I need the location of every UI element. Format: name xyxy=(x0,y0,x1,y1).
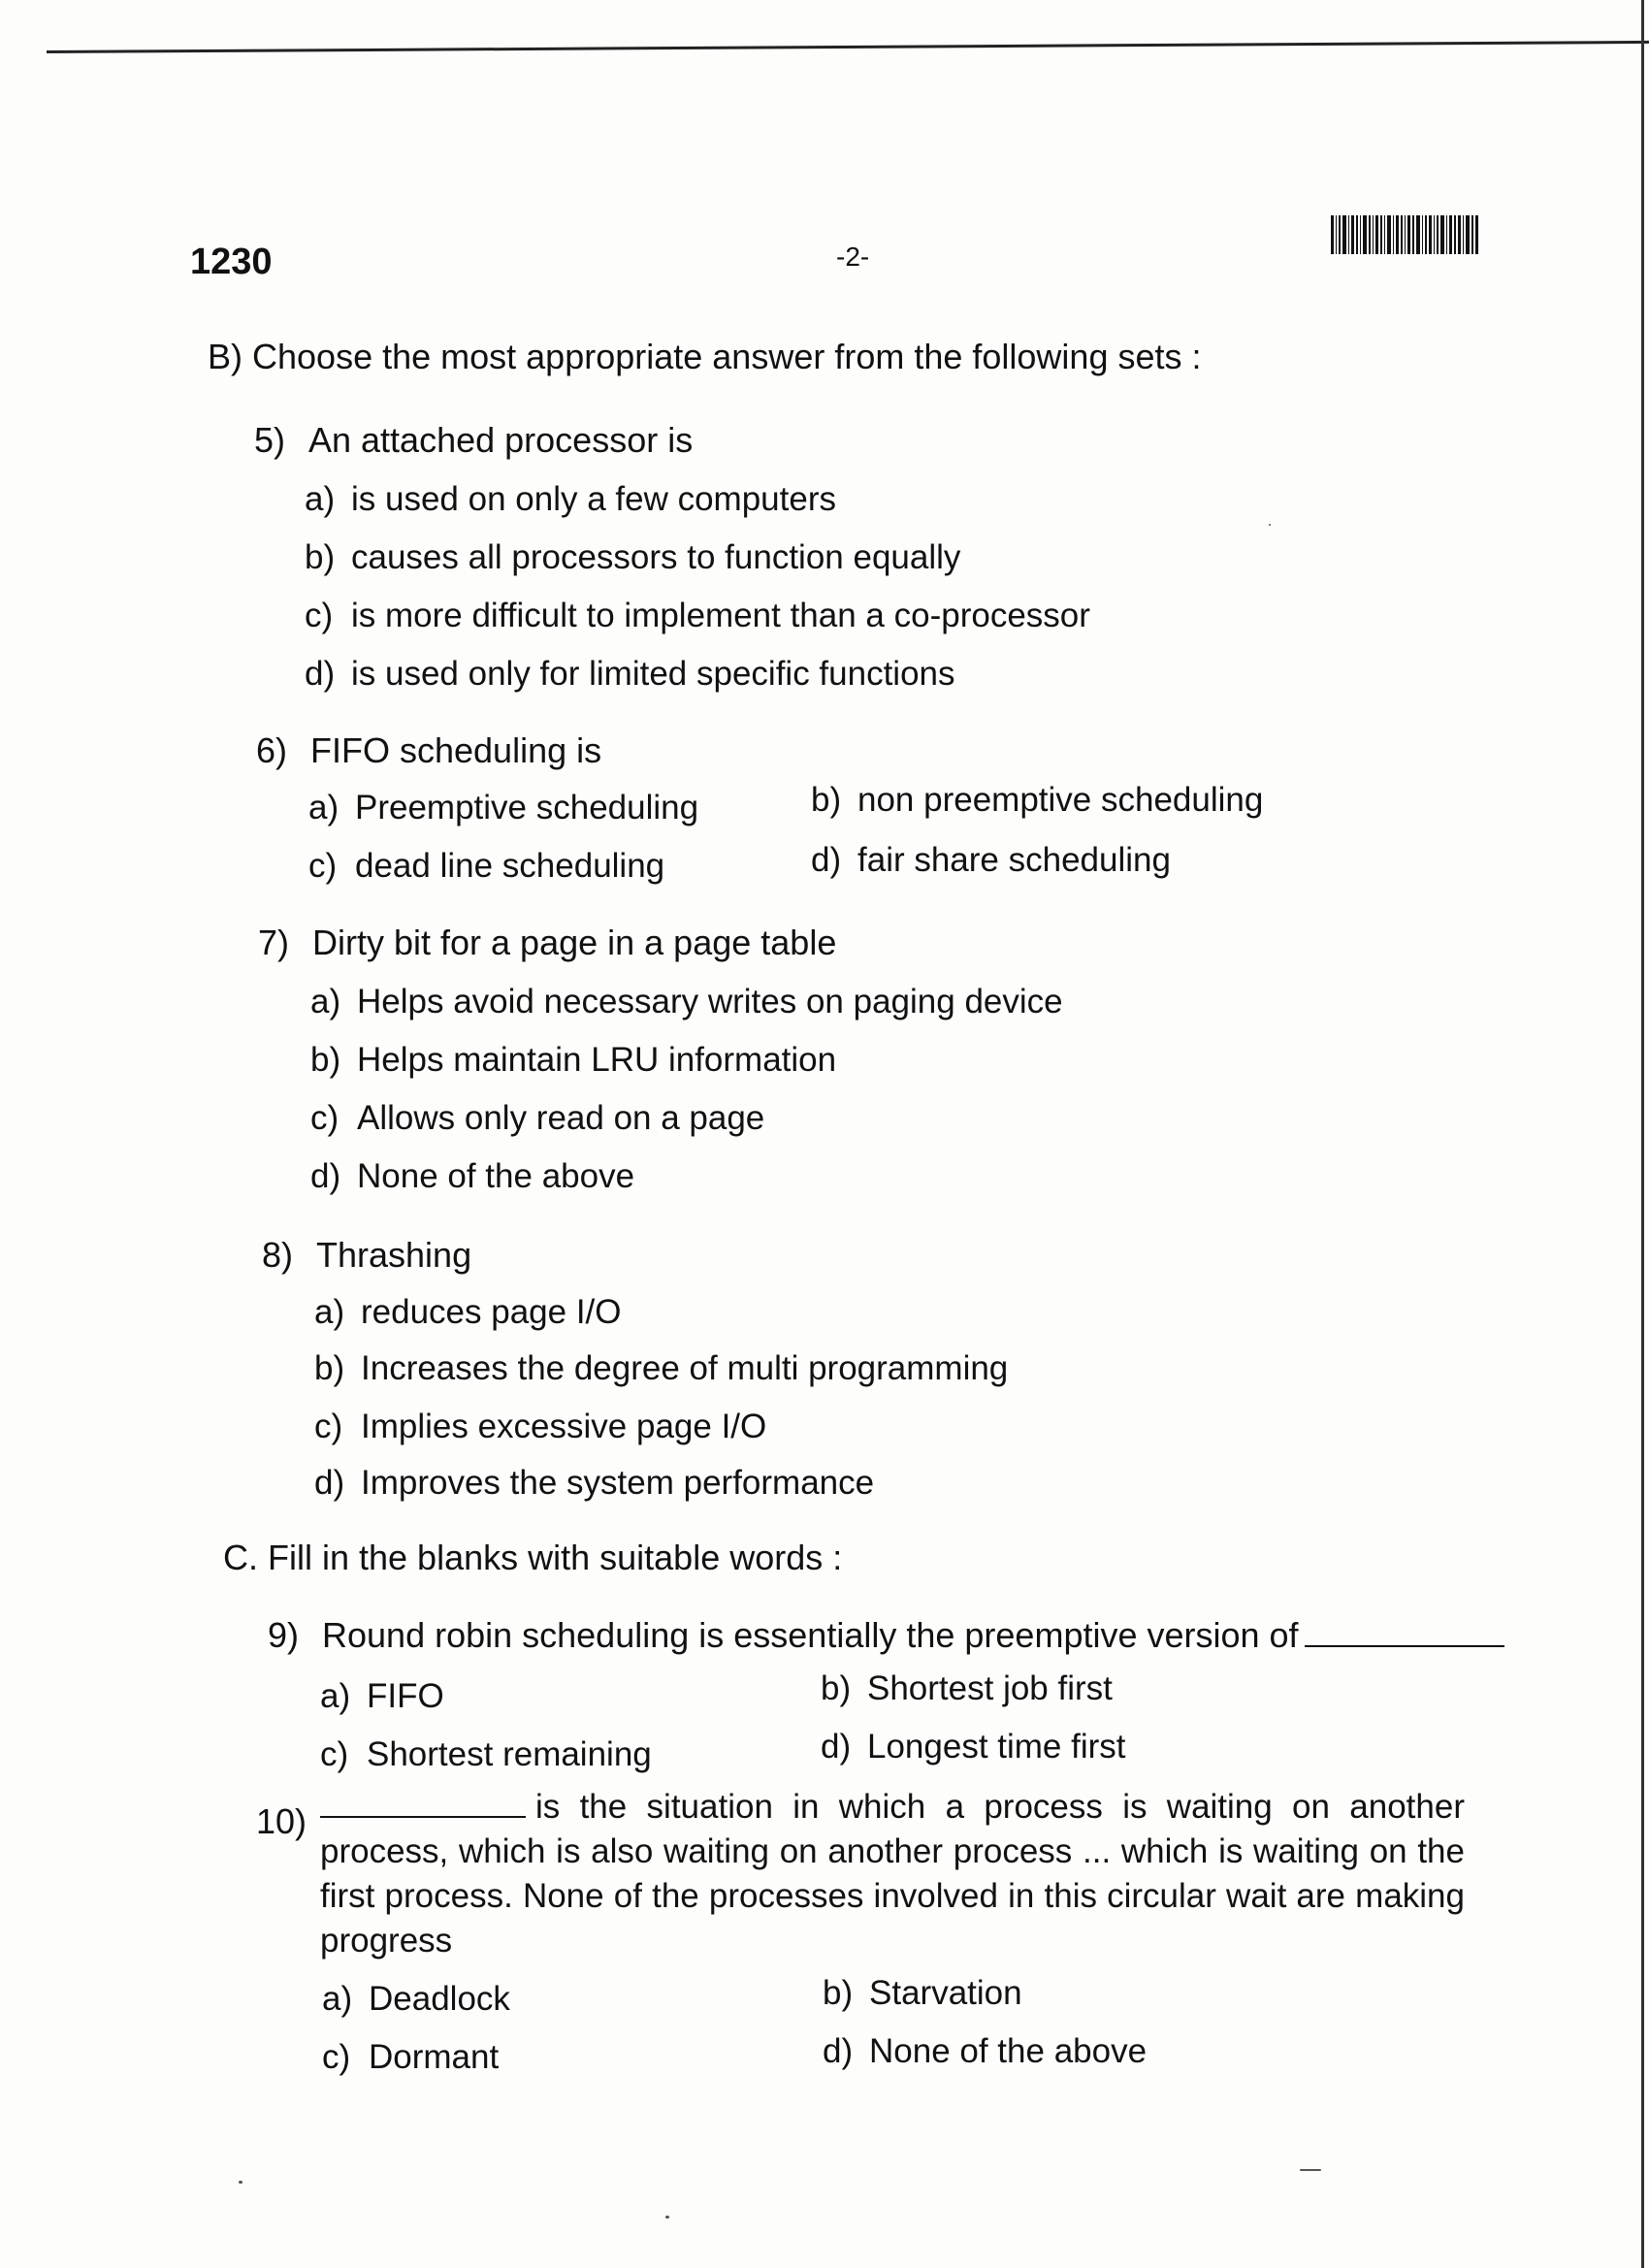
option xyxy=(322,1979,510,2020)
question-6 xyxy=(256,729,601,771)
section-b-heading: B) Choose the most appropriate answer from the following sets : xyxy=(208,337,1202,376)
option-text: Longest time first xyxy=(867,1728,1126,1766)
question-7 xyxy=(258,922,836,963)
question-text: Round robin scheduling is essentially the preemptive version of xyxy=(322,1615,1299,1655)
option-label: d) xyxy=(310,1157,341,1195)
option-label: d) xyxy=(314,1464,345,1502)
option-label: a) xyxy=(310,983,341,1021)
option-text: Increases the degree of multi programming xyxy=(361,1349,1009,1387)
option-text: Improves the system performance xyxy=(361,1464,875,1502)
option-text: Allows only read on a page xyxy=(357,1099,765,1137)
scan-speck xyxy=(239,2181,242,2184)
option xyxy=(305,596,1090,636)
scan-speck xyxy=(1269,524,1271,526)
option-text: FIFO xyxy=(367,1677,444,1715)
scan-speck xyxy=(1300,2169,1321,2171)
question-text: is the situation in which a process is waiting on another process, which is also waiting on another process ... which is waiting on the first process. None of the processes involved in this circular wait are making progress xyxy=(320,1788,1465,1960)
option-text: causes all processors to function equally xyxy=(351,538,961,576)
page-number: -2- xyxy=(836,242,870,272)
option xyxy=(314,1463,874,1504)
option-text: is used on only a few computers xyxy=(351,480,836,518)
option xyxy=(823,2031,1147,2072)
option xyxy=(320,1676,444,1717)
option-text: Starvation xyxy=(869,1974,1022,2012)
option-text: Dormant xyxy=(369,2038,500,2076)
option-label: b) xyxy=(823,1974,854,2012)
option xyxy=(314,1407,766,1447)
question-number: 5) xyxy=(254,420,286,460)
option xyxy=(310,1040,836,1081)
option-label: d) xyxy=(823,2032,854,2070)
question-text: An attached processor is xyxy=(308,420,694,460)
option-label: c) xyxy=(305,597,334,634)
option-text: Helps avoid necessary writes on paging device xyxy=(357,983,1063,1021)
option xyxy=(310,1098,764,1139)
option-label: a) xyxy=(322,1980,353,2018)
question-text: FIFO scheduling is xyxy=(310,730,602,770)
option-text: None of the above xyxy=(357,1157,635,1195)
question-number: 8) xyxy=(262,1235,294,1275)
question-10-number: 10) xyxy=(256,1801,307,1841)
question-text: Dirty bit for a page in a page table xyxy=(312,923,837,962)
option xyxy=(310,982,1063,1022)
option xyxy=(308,846,664,887)
option-label: d) xyxy=(811,841,842,879)
option xyxy=(305,479,836,520)
option-label: a) xyxy=(314,1293,345,1331)
question-10-text xyxy=(320,1785,1465,1963)
option-text: None of the above xyxy=(869,2032,1148,2070)
option-label: a) xyxy=(320,1677,351,1715)
option-label: b) xyxy=(310,1041,341,1079)
option-label: b) xyxy=(314,1349,345,1387)
option-text: Implies excessive page I/O xyxy=(361,1408,767,1445)
paper-code: 1230 xyxy=(190,242,273,282)
option-text: is used only for limited specific functions xyxy=(351,655,955,693)
question-number: 9) xyxy=(268,1615,300,1655)
option-label: d) xyxy=(305,655,336,693)
option-label: b) xyxy=(811,781,842,819)
option xyxy=(821,1669,1113,1709)
option-text: non preemptive scheduling xyxy=(857,781,1264,819)
option-label: c) xyxy=(310,1099,340,1137)
option xyxy=(320,1734,652,1775)
scan-border-top xyxy=(47,41,1649,53)
option xyxy=(314,1292,622,1333)
answer-blank xyxy=(320,1815,526,1818)
question-8 xyxy=(262,1234,471,1276)
answer-blank xyxy=(1305,1644,1504,1647)
question-9 xyxy=(268,1614,1504,1656)
option-label: b) xyxy=(821,1669,852,1707)
option xyxy=(308,788,698,828)
option-text: fair share scheduling xyxy=(857,841,1171,879)
option xyxy=(322,2037,499,2078)
option-label: c) xyxy=(314,1408,343,1445)
option xyxy=(305,537,960,578)
option-label: d) xyxy=(821,1728,852,1766)
question-number: 6) xyxy=(256,730,288,770)
option-text: dead line scheduling xyxy=(355,847,665,885)
option-text: is more difficult to implement than a co-processor xyxy=(351,597,1090,634)
scan-border-right xyxy=(1641,0,1644,2268)
option xyxy=(811,840,1171,881)
option-text: reduces page I/O xyxy=(361,1293,622,1331)
question-text: Thrashing xyxy=(316,1235,472,1275)
option-label: b) xyxy=(305,538,336,576)
option xyxy=(314,1348,1008,1389)
section-c-heading: C. Fill in the blanks with suitable words : xyxy=(223,1538,843,1577)
option-text: Shortest job first xyxy=(867,1669,1113,1707)
question-number: 7) xyxy=(258,923,290,962)
option-text: Shortest remaining xyxy=(367,1735,652,1773)
option xyxy=(811,780,1263,821)
question-5 xyxy=(254,419,693,461)
option-label: c) xyxy=(322,2038,351,2076)
option-text: Helps maintain LRU information xyxy=(357,1041,837,1079)
option xyxy=(310,1156,634,1197)
option-text: Deadlock xyxy=(369,1980,510,2018)
option-label: a) xyxy=(305,480,336,518)
barcode-icon xyxy=(1331,215,1515,254)
option-label: a) xyxy=(308,789,340,826)
option-label: c) xyxy=(308,847,338,885)
option xyxy=(305,654,955,695)
option xyxy=(821,1727,1126,1767)
option-text: Preemptive scheduling xyxy=(355,789,699,826)
scan-speck xyxy=(665,2216,669,2219)
option-label: c) xyxy=(320,1735,349,1773)
option xyxy=(823,1973,1022,2014)
